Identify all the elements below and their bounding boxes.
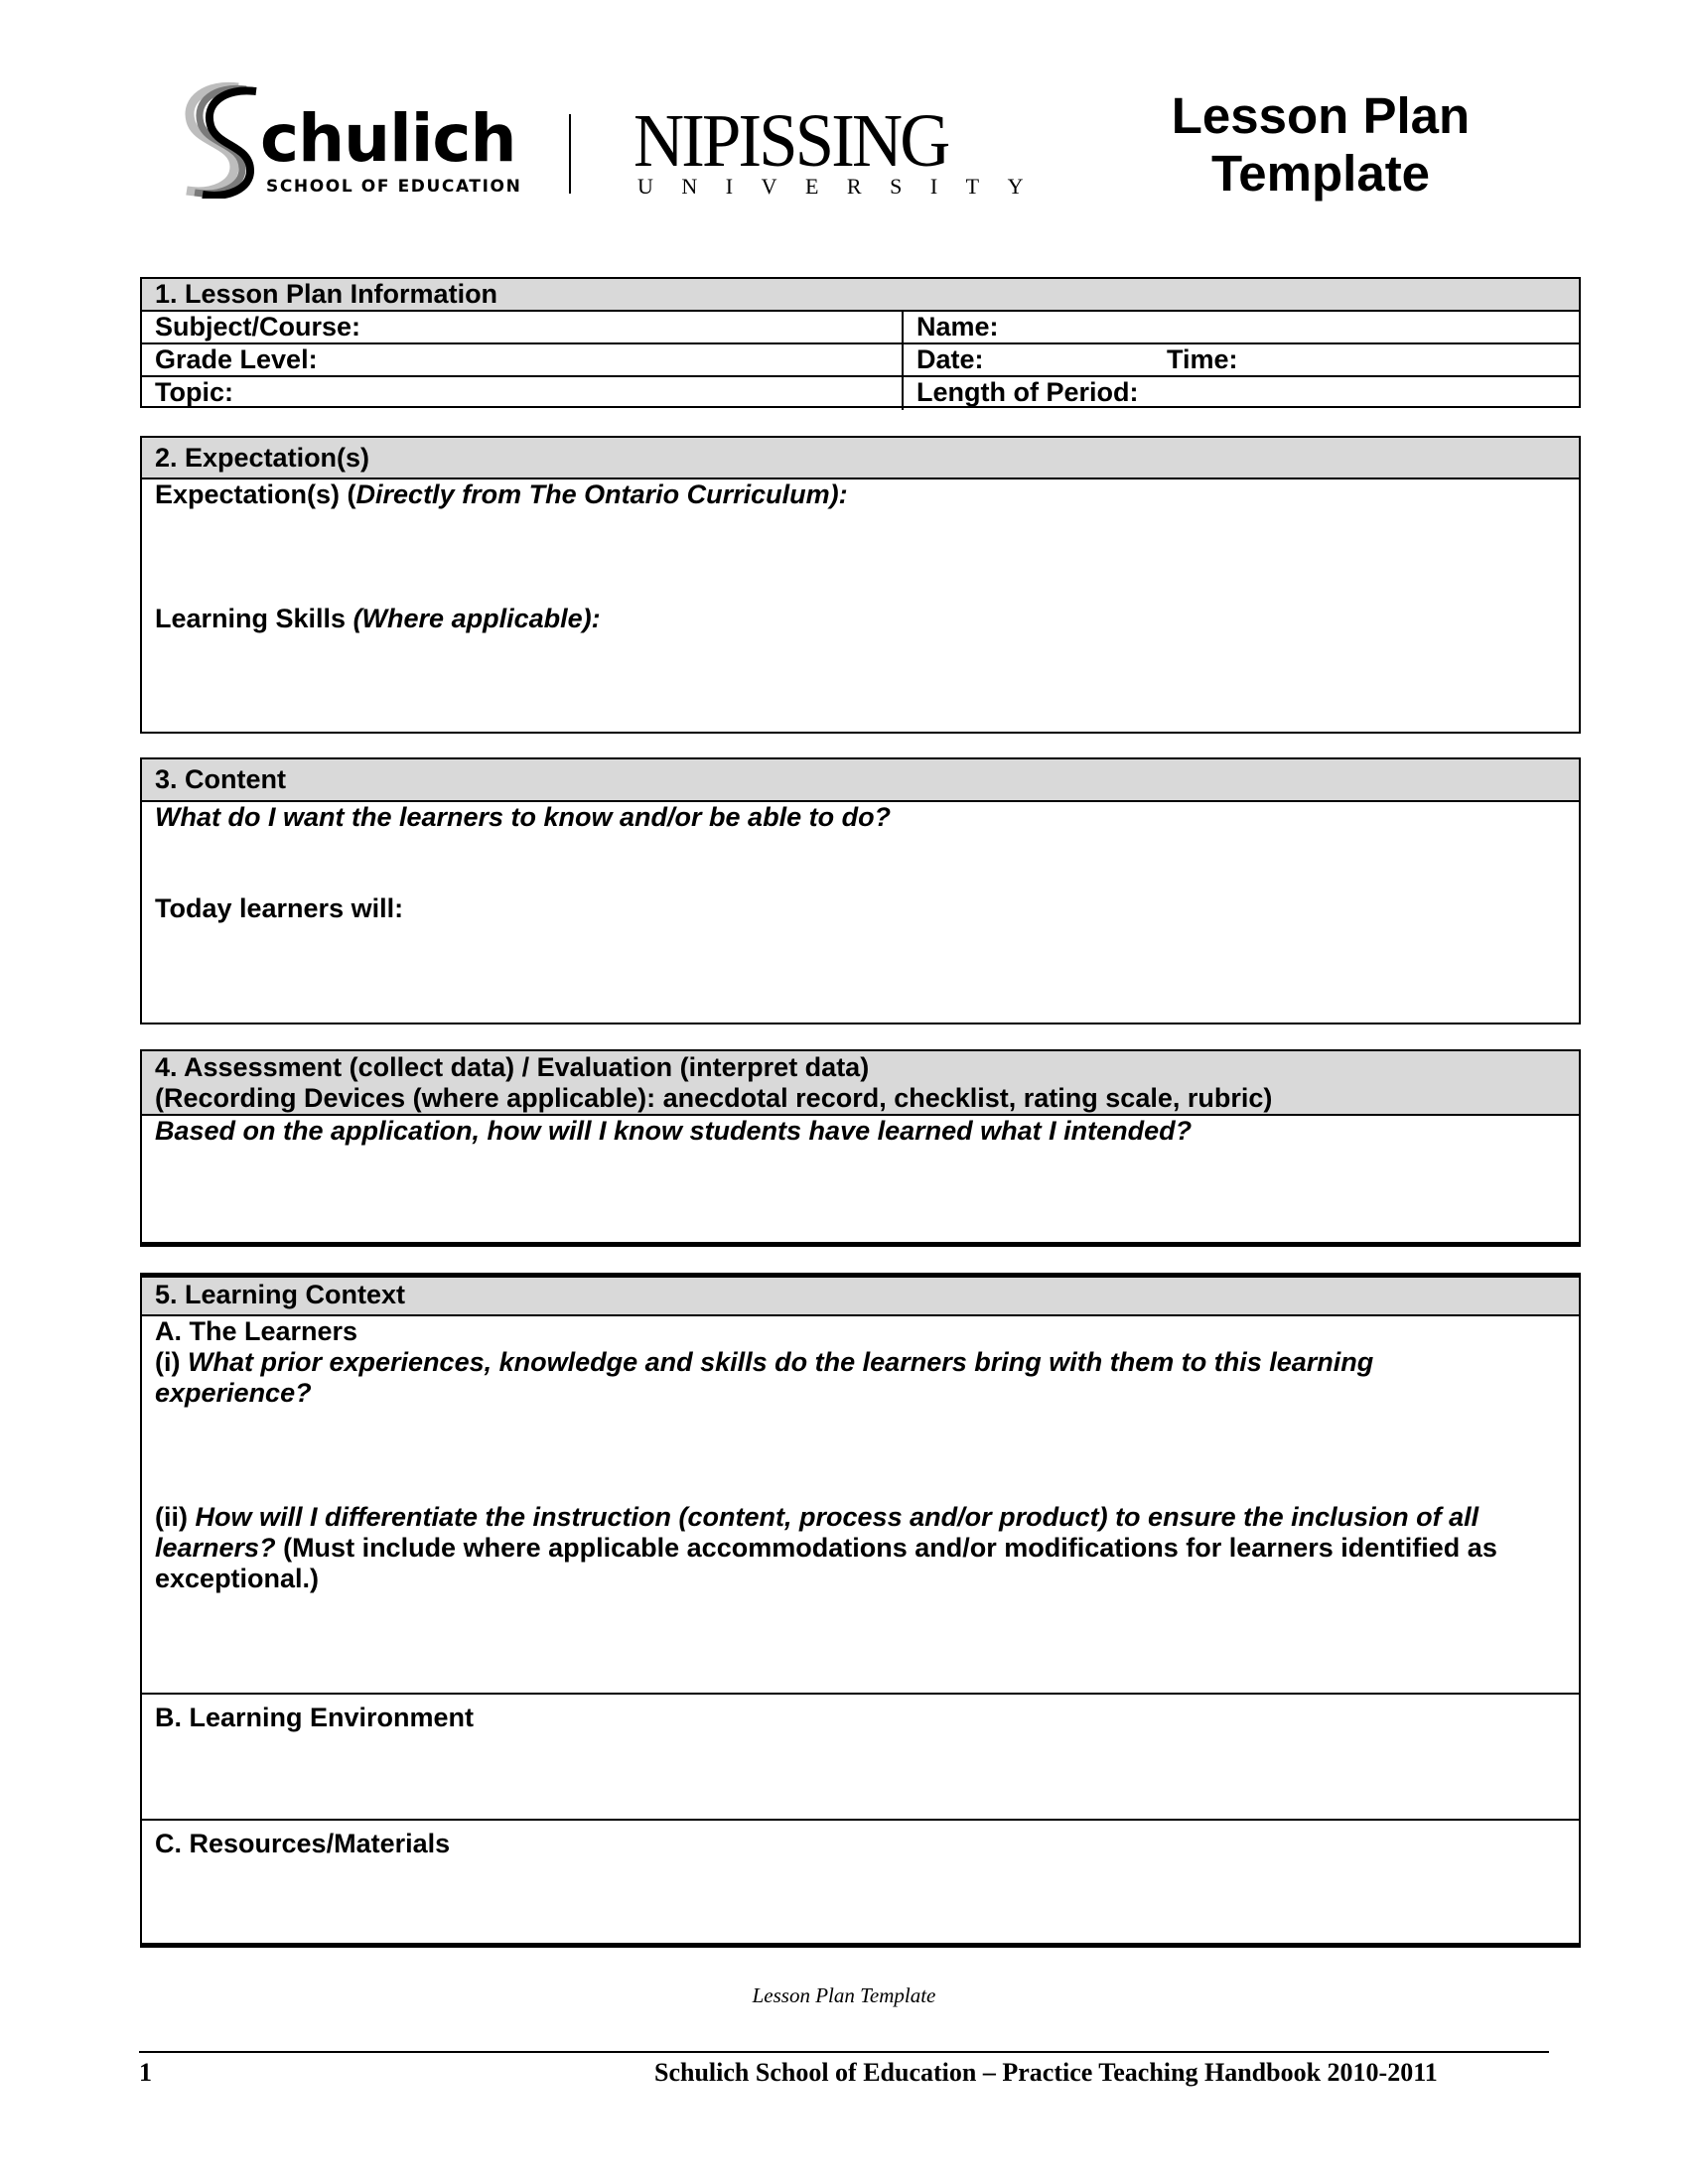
- footer-divider: [139, 2051, 1549, 2053]
- section-expectations: [140, 436, 1581, 734]
- document-title: [1142, 87, 1499, 203]
- the-learners-label: A. The Learners: [155, 1316, 358, 1346]
- footer-caption: Lesson Plan Template: [752, 1983, 936, 2007]
- subject-course-field[interactable]: Subject/Course:: [142, 312, 904, 342]
- expectations-field[interactable]: [142, 479, 1579, 604]
- time-field[interactable]: Time:: [1167, 344, 1238, 374]
- university-text: UNIVERSITY: [637, 174, 1052, 199]
- section-assessment: [140, 1049, 1581, 1247]
- section-heading: [142, 1051, 1579, 1116]
- section-heading: 1. Lesson Plan Information: [142, 279, 1579, 312]
- learning-skills-note: (Where applicable):: [352, 604, 601, 633]
- topic-field[interactable]: Topic:: [142, 377, 904, 410]
- date-time-cell: [904, 344, 1579, 375]
- title-line-1: Lesson Plan: [1171, 87, 1471, 144]
- differentiation-text: How will I differentiate the instruction (content, process and/or product) to ensure the inclusion of all learners?: [155, 1502, 1479, 1563]
- length-of-period-field[interactable]: Length of Period:: [916, 377, 1139, 407]
- name-field[interactable]: Name:: [916, 312, 999, 341]
- differentiation-question: [142, 1502, 1579, 1594]
- date-field[interactable]: Date:: [916, 344, 984, 374]
- differentiation-note: (Must include where applicable accommodations and/or modifications for learners identified as exceptional.): [155, 1533, 1497, 1593]
- info-row-topic: [142, 377, 1579, 410]
- assessment-heading-line-1: 4. Assessment (collect data) / Evaluation (interpret data): [155, 1052, 870, 1082]
- info-row-subject: [142, 312, 1579, 344]
- section-content: [140, 757, 1581, 1024]
- logo-divider: [569, 114, 571, 194]
- prior-experiences-text: What prior experiences, knowledge and skills do the learners bring with them to this learning experience?: [155, 1347, 1374, 1408]
- schulich-wordmark: chulich: [260, 100, 516, 177]
- schulich-s-emblem-icon: [177, 81, 262, 199]
- the-learners-block[interactable]: [142, 1316, 1579, 1695]
- item-ii-prefix: (ii): [155, 1502, 196, 1532]
- section-heading: 5. Learning Context: [142, 1278, 1579, 1316]
- page-number: 1: [139, 2058, 152, 2087]
- info-row-grade: [142, 344, 1579, 377]
- school-of-education-text: SCHOOL OF EDUCATION: [266, 177, 522, 197]
- today-learners-will-field[interactable]: Today learners will:: [155, 893, 404, 923]
- assessment-question-field[interactable]: Based on the application, how will I know students have learned what I intended?: [155, 1116, 1193, 1146]
- learning-skills-label: Learning Skills: [155, 604, 353, 633]
- grade-level-field[interactable]: Grade Level:: [142, 344, 904, 375]
- section-learning-context: [140, 1273, 1581, 1948]
- learning-environment-block[interactable]: [142, 1695, 1579, 1821]
- resources-materials-label: C. Resources/Materials: [155, 1829, 451, 1858]
- section-lesson-plan-information: [140, 277, 1581, 408]
- section-heading: 3. Content: [142, 759, 1579, 802]
- item-i-prefix: (i): [155, 1347, 188, 1377]
- learning-skills-field[interactable]: [142, 604, 1579, 634]
- handbook-title: Schulich School of Education – Practice Teaching Handbook 2010-2011: [654, 2058, 1438, 2087]
- content-question-field[interactable]: What do I want the learners to know and/or be able to do?: [155, 802, 892, 832]
- expectations-note: Directly from The Ontario Curriculum):: [355, 479, 848, 509]
- title-line-2: Template: [1210, 145, 1431, 202]
- assessment-heading-line-2: (Recording Devices (where applicable): anecdotal record, checklist, rating scale, rubric): [155, 1083, 1273, 1113]
- nipissing-wordmark: NIPISSING: [633, 99, 948, 183]
- section-heading: 2. Expectation(s): [142, 438, 1579, 479]
- resources-materials-block[interactable]: [142, 1821, 1579, 1859]
- prior-experiences-question: [142, 1347, 1579, 1502]
- expectations-label: Expectation(s) (: [155, 479, 356, 509]
- learning-environment-label: B. Learning Environment: [155, 1703, 475, 1732]
